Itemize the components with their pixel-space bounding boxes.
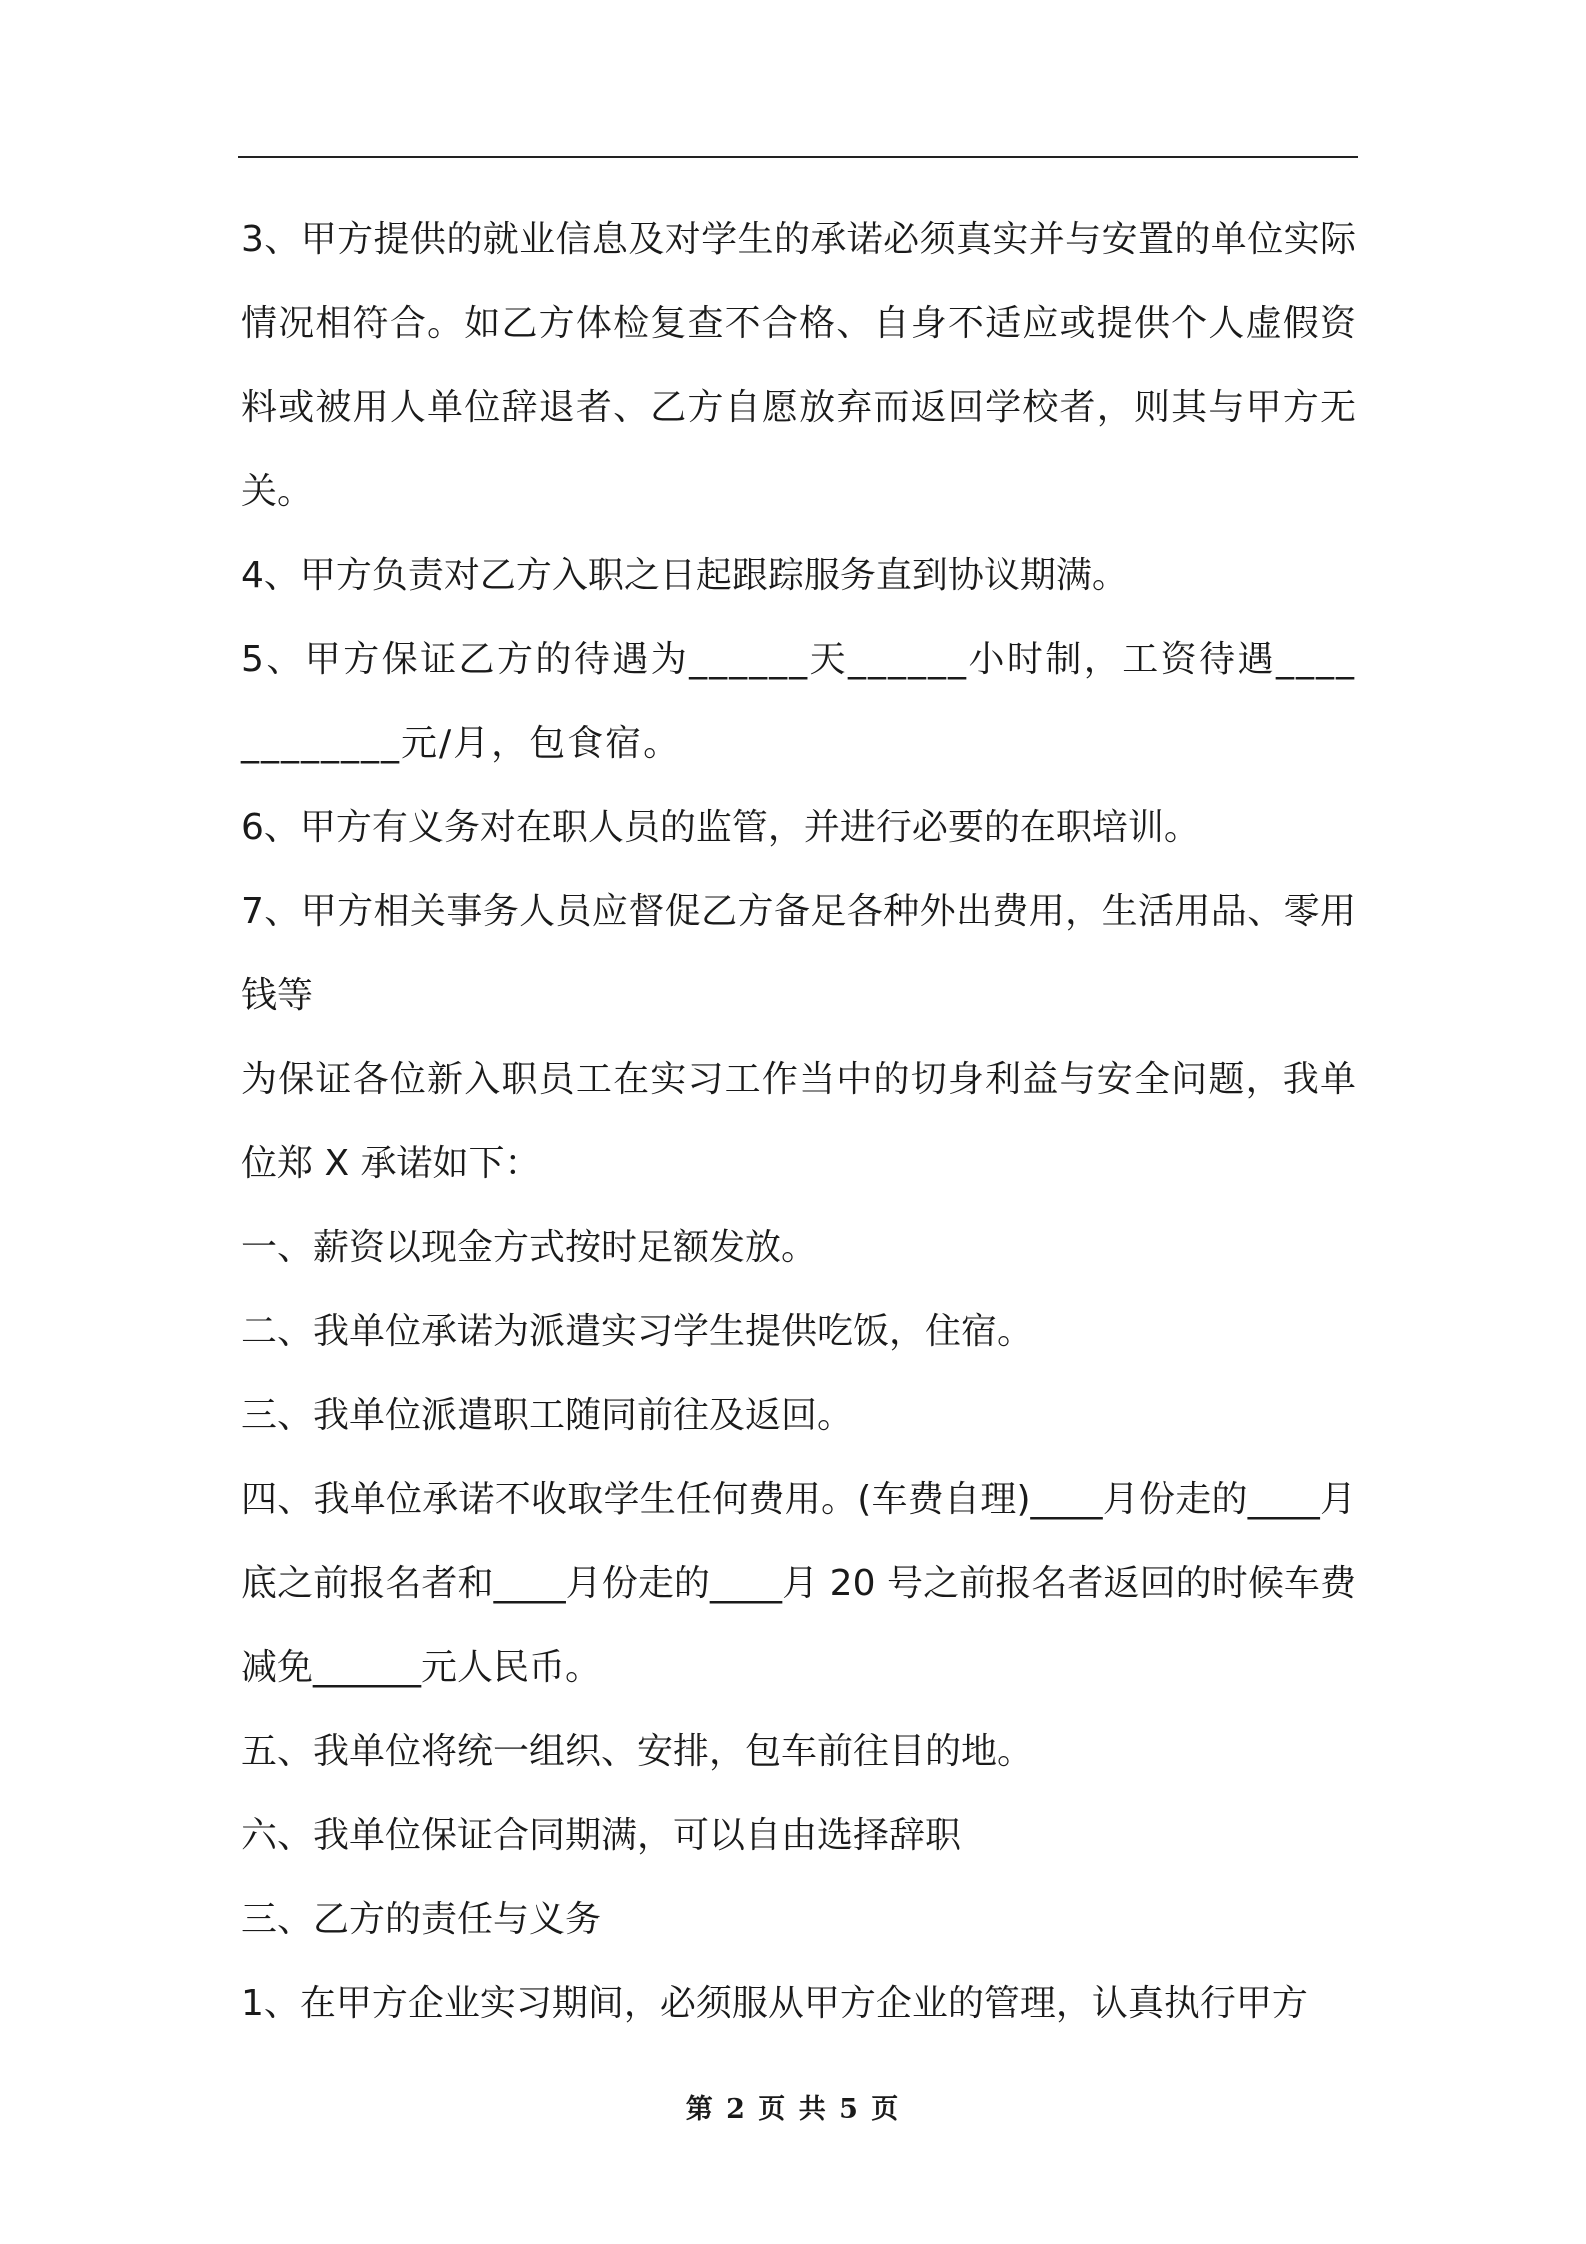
section-heading-party-b-duties: 三、乙方的责任与义务 xyxy=(241,1899,602,1940)
paragraph-commitment-3: 三、我单位派遣职工随同前往及返回。 xyxy=(241,1395,854,1436)
paragraph-clause-3: 3、甲方提供的就业信息及对学生的承诺必须真实并与安置的单位实际情况相符合。如乙方体检复查不合格、自身不适应或提供个人虚假资料或被用人单位辞退者、乙方自愿放弃而返回学校者，则其与甲方无关。 xyxy=(241,219,1356,512)
paragraph-commitment-intro: 为保证各位新入职员工在实习工作当中的切身利益与安全问题，我单位郑 X 承诺如下： xyxy=(241,1059,1356,1184)
paragraph-party-b-clause-1: 1、在甲方企业实习期间，必须服从甲方企业的管理，认真执行甲方 xyxy=(241,1983,1308,2024)
paragraph-clause-4: 4、甲方负责对乙方入职之日起跟踪服务直到协议期满。 xyxy=(241,555,1128,596)
paragraph-commitment-2: 二、我单位承诺为派遣实习学生提供吃饭，住宿。 xyxy=(241,1311,1034,1352)
paragraph-commitment-1: 一、薪资以现金方式按时足额发放。 xyxy=(241,1227,818,1268)
document-body xyxy=(241,198,1356,2046)
paragraph-commitment-5: 五、我单位将统一组织、安排，包车前往目的地。 xyxy=(241,1731,1034,1772)
paragraph-clause-6: 6、甲方有义务对在职人员的监管，并进行必要的在职培训。 xyxy=(241,807,1200,848)
paragraph-commitment-6: 六、我单位保证合同期满，可以自由选择辞职 xyxy=(241,1815,962,1856)
header-rule xyxy=(238,156,1358,158)
page-indicator: 第 2 页 共 5 页 xyxy=(685,2094,901,2125)
paragraph-commitment-4: 四、我单位承诺不收取学生任何费用。(车费自理)____月份走的____月底之前报名者和____月份走的____月 20 号之前报名者返回的时候车费减免______元人民币。 xyxy=(241,1479,1356,1688)
paragraph-clause-7: 7、甲方相关事务人员应督促乙方备足各种外出费用，生活用品、零用钱等 xyxy=(241,891,1356,1016)
paragraph-clause-5: 5、甲方保证乙方的待遇为______天______小时制，工资待遇____________元/月，包食宿。 xyxy=(241,639,1356,764)
